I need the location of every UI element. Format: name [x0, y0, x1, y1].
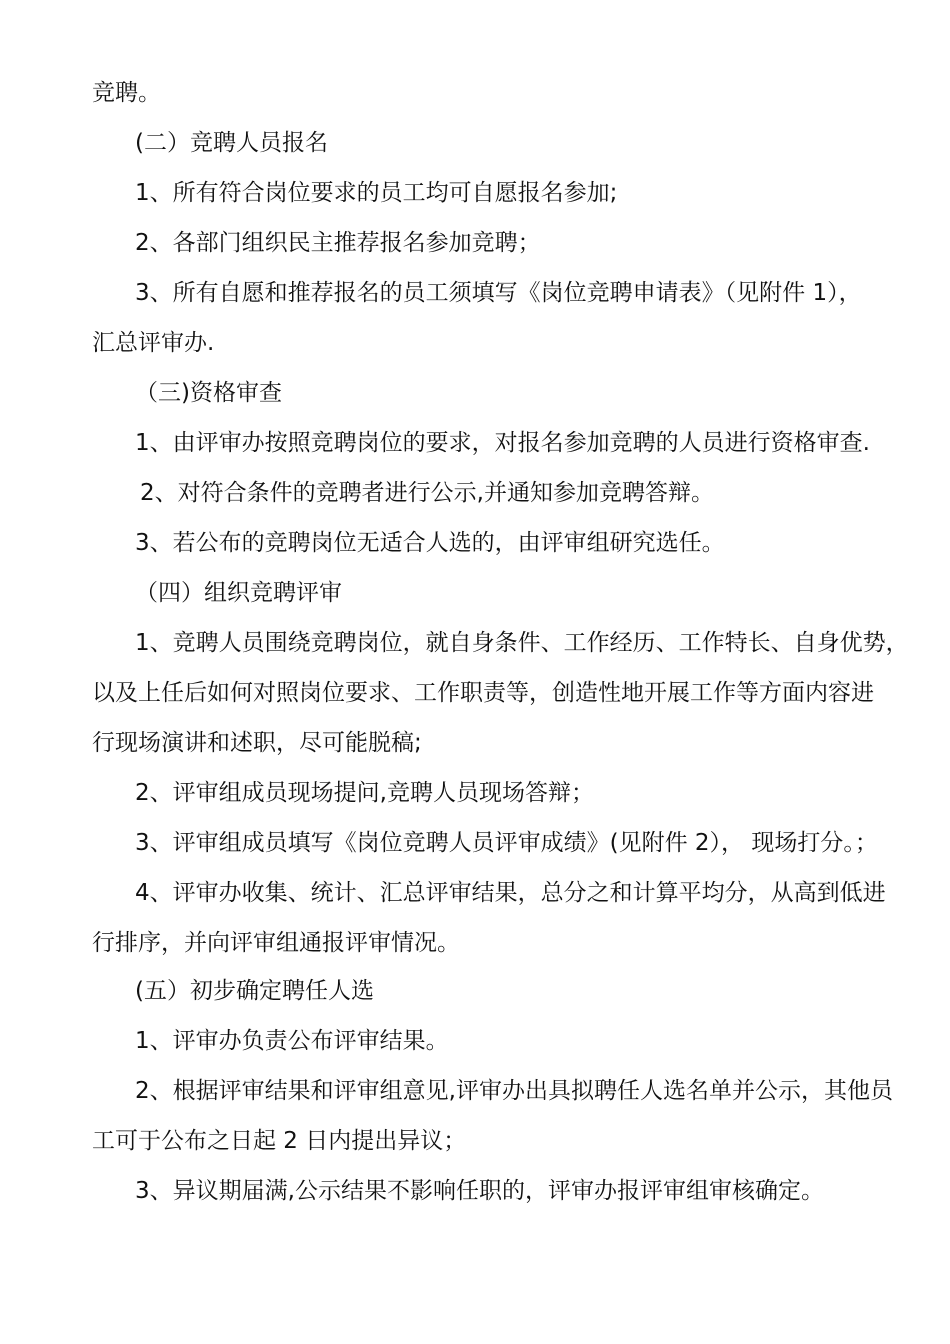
- section-heading: (五）初步确定聘任人选: [135, 978, 374, 1004]
- text-line: 2、各部门组织民主推荐报名参加竞聘；: [135, 230, 541, 256]
- text-line: 工可于公布之日起 2 日内提出异议；: [92, 1128, 467, 1154]
- text-line: 1、竞聘人员围绕竞聘岗位，就自身条件、工作经历、工作特长、自身优势，: [135, 630, 909, 656]
- text-line: 行排序，并向评审组通报评审情况。: [92, 930, 460, 956]
- text-line: 汇总评审办.: [92, 330, 215, 356]
- text-line: 1、由评审办按照竞聘岗位的要求，对报名参加竞聘的人员进行资格审查.: [135, 430, 870, 456]
- text-line: 1、所有符合岗位要求的员工均可自愿报名参加;: [135, 180, 618, 206]
- text-line: 3、所有自愿和推荐报名的员工须填写《岗位竞聘申请表》（见附件 1），: [135, 280, 862, 306]
- text-line: 3、评审组成员填写《岗位竞聘人员评审成绩》(见附件 2）， 现场打分。；: [135, 830, 878, 856]
- text-line: 行现场演讲和述职，尽可能脱稿;: [92, 730, 422, 756]
- text-line: 2、评审组成员现场提问,竞聘人员现场答辩；: [135, 780, 594, 806]
- text-line: 以及上任后如何对照岗位要求、工作职责等，创造性地开展工作等方面内容进: [92, 680, 874, 706]
- text-line: 3、若公布的竞聘岗位无适合人选的，由评审组研究选任。: [135, 530, 725, 556]
- section-heading: (二）竞聘人员报名: [135, 130, 328, 156]
- text-line: 1、评审办负责公布评审结果。: [135, 1028, 449, 1054]
- section-heading: （四）组织竞聘评审: [135, 580, 342, 606]
- text-line: 2、根据评审结果和评审组意见,评审办出具拟聘任人选名单并公示，其他员: [135, 1078, 893, 1104]
- text-line: 4、评审办收集、统计、汇总评审结果，总分之和计算平均分，从高到低进: [135, 880, 886, 906]
- text-line: 3、异议期届满,公示结果不影响任职的，评审办报评审组审核确定。: [135, 1178, 824, 1204]
- text-line: 竞聘。: [92, 80, 161, 106]
- text-line: 2、对符合条件的竞聘者进行公示,并通知参加竞聘答辩。: [140, 480, 714, 506]
- section-heading: （三)资格审查: [135, 380, 282, 406]
